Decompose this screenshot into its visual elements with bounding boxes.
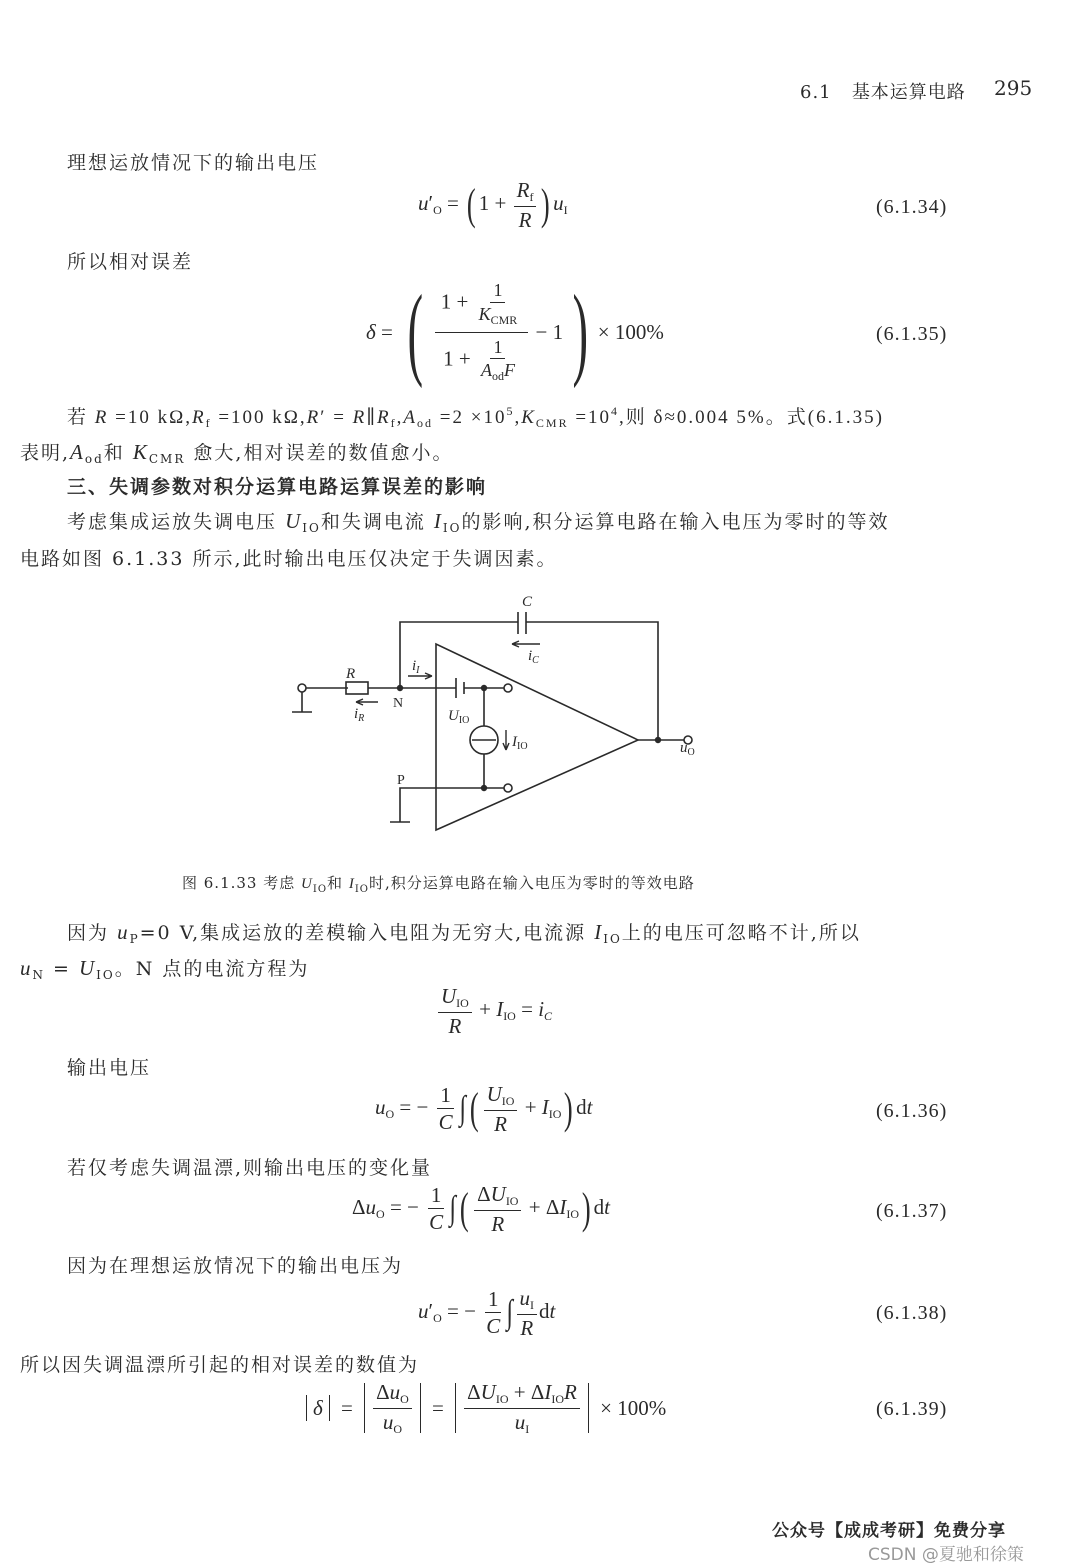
page-number: 295 bbox=[994, 76, 1033, 100]
IIO-arrow bbox=[503, 730, 509, 750]
paragraph-example-conclusion: 表明$,A_{od}$和 $K_{CMR}$ 愈大,相对误差的数值愈小。 bbox=[20, 440, 454, 466]
feedback-wire-left bbox=[400, 622, 518, 690]
paragraph-output-voltage: 输出电压 bbox=[67, 1057, 152, 1079]
equation-number-38: (6.1.38) bbox=[876, 1302, 948, 1324]
wechat-footer: 公众号【成成考研】免费分享 bbox=[772, 1521, 1006, 1541]
paragraph-ideal-output: 理想运放情况下的输出电压 bbox=[67, 152, 320, 174]
equation-6-1-38: $u'_O$ = − $\frac{1}{C}$ ∫ $\frac{u_I}{R}$ dt bbox=[418, 1286, 556, 1340]
resistor-R bbox=[346, 682, 368, 694]
inverting-input-terminal bbox=[504, 684, 512, 692]
label-P: P bbox=[397, 773, 405, 788]
paragraph-offset-intro: 考虑集成运放失调电压 $U_{IO}$和失调电流 $I_{IO}$的影响,积分运算电路在输入电压为零时的等效 bbox=[67, 509, 890, 535]
equation-6-1-37: $\Delta u_O$ = − $\frac{1}{C}$ ∫( $\frac{\Delta U_{IO}}{R}$ + $\Delta I_{IO}$) dt bbox=[352, 1182, 611, 1236]
equation-number-37: (6.1.37) bbox=[876, 1200, 948, 1222]
equation-6-1-36: $u_O$ = − $\frac{1}{C}$ ∫( $\frac{U_{IO}}{R}$ + $I_{IO}$) dt bbox=[375, 1082, 593, 1136]
node-N bbox=[397, 685, 403, 691]
integrator-offset-circuit bbox=[280, 590, 720, 840]
label-uO: $u_O$ bbox=[680, 740, 695, 758]
label-iC: $i_C$ bbox=[528, 648, 539, 666]
paragraph-ideal-output-2: 因为在理想运放情况下的输出电压为 bbox=[67, 1255, 404, 1277]
label-UIO: $U_{IO}$ bbox=[448, 708, 470, 726]
iC-arrow bbox=[512, 641, 540, 647]
noninverting-wire bbox=[400, 788, 504, 822]
label-C: C bbox=[522, 594, 533, 610]
input-terminal bbox=[298, 684, 306, 692]
opamp-triangle bbox=[436, 644, 638, 830]
equation-node-N: $\frac{U_{IO}}{R}$ + $I_{IO} = i_C$ bbox=[436, 984, 552, 1038]
label-iR: $i_R$ bbox=[354, 706, 365, 724]
csdn-watermark: CSDN @夏驰和徐策 bbox=[868, 1545, 1024, 1565]
paragraph-drift-only: 若仅考虑失调温漂,则输出电压的变化量 bbox=[67, 1157, 433, 1179]
paragraph-drift-error: 所以因失调温漂所引起的相对误差的数值为 bbox=[20, 1354, 420, 1376]
figure-caption: 图 6.1.33 考虑 $U_{IO}$和 $I_{IO}$时,积分运算电路在输入电压为零时的等效电路 bbox=[182, 874, 695, 895]
equation-number-36: (6.1.36) bbox=[876, 1100, 948, 1122]
percent-39: × 100% bbox=[600, 1395, 667, 1420]
paragraph-offset-intro-2: 电路如图 6.1.33 所示,此时输出电压仅决定于失调因素。 bbox=[20, 548, 558, 570]
running-header bbox=[800, 78, 966, 104]
equation-number-34: (6.1.34) bbox=[876, 196, 948, 218]
section-number: 6.1 bbox=[800, 82, 832, 103]
paragraph-node-analysis-2: $u_N = U_{IO}$。N 点的电流方程为 bbox=[20, 956, 310, 982]
label-N: N bbox=[393, 696, 404, 711]
iR-arrow bbox=[356, 699, 378, 705]
equation-6-1-39: δ = $\frac{\Delta u_O}{u_O}$ = $\frac{\Delta U_{IO} + \Delta I_{IO}R}{u_I}$ × 100% bbox=[300, 1380, 666, 1437]
paragraph-node-analysis: 因为 $u_P=0$ V,集成运放的差模输入电阻为无穷大,电流源 $I_{IO}$上的电压可忽略不计,所以 bbox=[67, 920, 861, 946]
noninverting-input-terminal bbox=[504, 784, 512, 792]
percent-35: × 100% bbox=[597, 319, 664, 344]
equation-number-35: (6.1.35) bbox=[876, 323, 948, 345]
equation-number-39: (6.1.39) bbox=[876, 1398, 948, 1420]
paragraph-relative-error: 所以相对误差 bbox=[67, 251, 194, 273]
label-IIO: $I_{IO}$ bbox=[512, 734, 528, 752]
section-heading-3: 三、失调参数对积分运算电路运算误差的影响 bbox=[67, 476, 488, 498]
paragraph-example-values: 若 R =10 $k\Omega,R_f =100$ $k\Omega,R' = R\parallel R_f,A_{od} =2 \times 10^5,K_{CMR} =10^4$,则 δ≈0.004 5%。式(6.1.35) bbox=[67, 404, 884, 430]
label-iI: $i_I$ bbox=[412, 658, 420, 676]
section-title: 基本运算电路 bbox=[851, 82, 966, 103]
equation-6-1-35: δ = ( 1 + $\frac{1}{K_{CMR}}$ 1 + $\frac{1}{A_{od}F}$ − 1 ) × 100% bbox=[366, 274, 664, 389]
label-R: R bbox=[346, 666, 356, 682]
feedback-wire-right bbox=[526, 622, 658, 740]
equation-6-1-34: $u'_O$ = ( 1 + $\frac{R_f}{R}$ ) $u_I$ bbox=[418, 178, 568, 232]
